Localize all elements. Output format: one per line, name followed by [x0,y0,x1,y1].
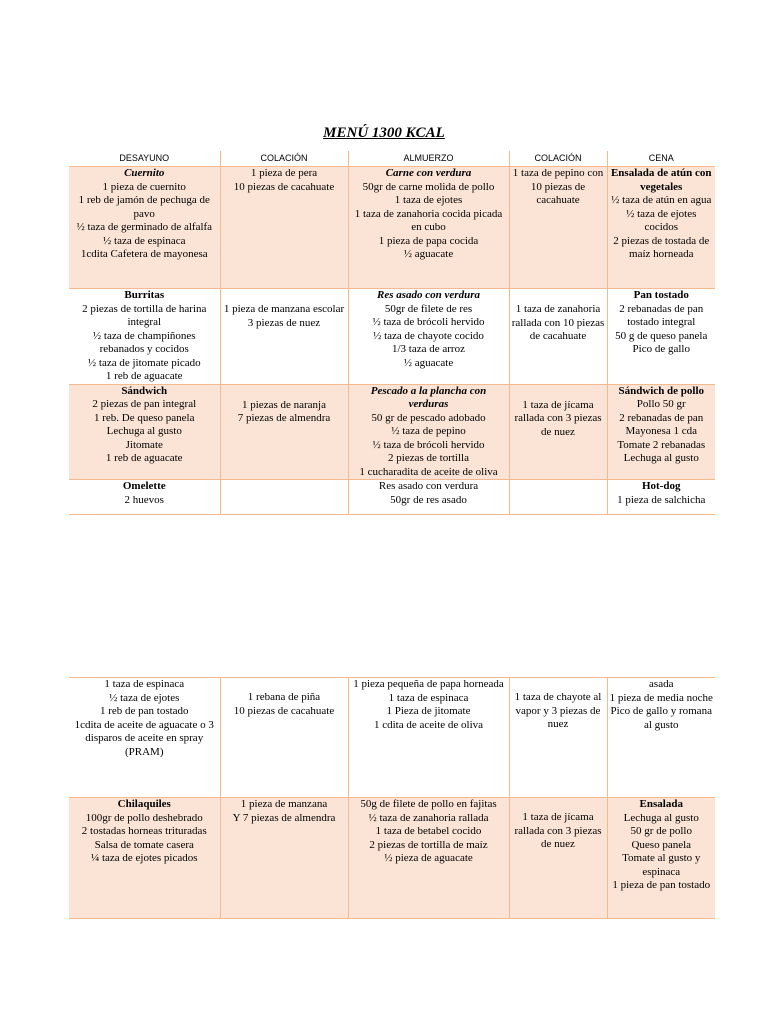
meal-title: Sándwich [121,384,168,397]
meal-line: Y 7 piezas de almendra [232,811,336,824]
meal-line: 1 reb. De queso panela [94,411,195,424]
header-desayuno: DESAYUNO [69,151,220,167]
meal-line: 50 gr de pescado adobado [371,411,486,424]
meal-line: ½ aguacate [403,356,454,369]
meal-line: 1 rebana de piña [247,691,321,703]
meal-title: Pan tostado [633,289,689,301]
meal-line: 2 piezas de tortilla de maíz [369,838,488,851]
meal-line: 10 piezas de cacahuate [233,704,335,717]
meal-line: 1 pieza de cuernito [102,180,186,193]
header-row [69,151,715,167]
meal-line: 1 pieza de pan tostado [612,879,711,891]
meal-line: ½ taza de chayote cocido [373,329,484,342]
meal-line: 1 pieza de manzana [240,798,328,810]
meal-title: Res asado con verdura [377,289,480,301]
table-row [69,678,715,798]
meal-title: Hot-dog [642,480,681,492]
cell-almuerzo [348,384,509,480]
cell-almuerzo [348,480,509,515]
meal-line: Pollo 50 gr [636,398,686,410]
meal-line: Lechuga al gusto [623,811,699,824]
menu-table-bottom [69,677,715,919]
meal-line: 1 taza de pepino con 10 piezas de cacahuate [512,167,604,206]
table-row [69,480,715,515]
cell-colacion-1 [220,678,348,798]
meal-line: 1 taza de jícama rallada con 3 piezas de nuez [514,398,602,438]
meal-line: ½ taza de germinado de alfalfa [76,221,213,233]
cell-almuerzo [348,167,509,289]
cell-cena [607,480,715,515]
meal-line: 1 pieza de papa cocida [378,234,479,247]
table-row [69,798,715,919]
meal-line: ½ taza de ejotes cocidos [626,207,697,233]
meal-line: 2 piezas de tortilla de harina integral [82,302,207,328]
header-colacion-2: COLACIÓN [509,151,607,167]
cell-colacion-1 [220,167,348,289]
meal-title: Pescado a la plancha con verduras [370,384,487,410]
menu-table-top [69,151,715,515]
cell-colacion-2 [509,384,607,480]
meal-line: 2 piezas de pan integral [92,398,197,410]
cell-almuerzo [348,798,509,919]
meal-line: 1 reb de jamón de pechuga de pavo [78,194,210,220]
meal-line: 2 rebanadas de pan tostado integral [619,302,704,328]
cell-colacion-1 [220,384,348,480]
meal-line: 2 huevos [124,493,164,506]
meal-line: 50gr de res asado [390,493,467,506]
meal-line: 50 g de queso panela [615,329,708,342]
meal-line: 1 reb de aguacate [105,370,183,382]
meal-line: ½ pieza de aguacate [384,852,473,864]
meal-line: 1 cucharadita de aceite de oliva [359,465,498,478]
cell-almuerzo [348,678,509,798]
meal-line: 50g de filete de pollo en fajitas [360,798,497,810]
meal-line: 1 pieza de manzana escolar [223,303,345,315]
table-row [69,289,715,385]
meal-line: 1 pieza de pera [250,167,318,179]
meal-line: 1cdita Cafetera de mayonesa [80,248,208,260]
table-row [69,167,715,289]
meal-title: Burritas [124,289,165,301]
cell-colacion-2 [509,167,607,289]
meal-line: 1 taza de betabel cocido [375,825,482,837]
meal-line: ½ taza de champiñones rebanados y cocidos [92,329,196,355]
meal-line: ½ taza de zanahoria rallada [368,811,489,824]
meal-line: Tomate al gusto y espinaca [622,852,701,878]
cell-colacion-2 [509,678,607,798]
meal-line: Jitomate [125,438,163,451]
header-cena: CENA [607,151,715,167]
meal-line: ¼ taza de ejotes picados [90,852,198,864]
cell-colacion-1 [220,480,348,515]
meal-line: 1 taza de jícama rallada con 3 piezas de nuez [514,811,602,850]
meal-line: Res asado con verdura [378,480,479,492]
cell-desayuno [69,167,220,289]
meal-line: ½ taza de jitomate picado [87,356,201,369]
meal-line: 2 piezas de tostada de maíz horneada [613,234,710,260]
meal-line: Tomate 2 rebanadas [617,438,706,451]
page-title: MENÚ 1300 KCAL [323,125,445,141]
meal-line: 50 gr de pollo [630,825,692,837]
cell-desayuno [69,678,220,798]
meal-line: 50gr de carne molida de pollo [362,180,495,193]
cell-colacion-2 [509,798,607,919]
meal-line: Mayonesa 1 cda [625,425,697,437]
meal-line: ½ taza de atún en agua [611,194,712,206]
meal-line: 1/3 taza de arroz [392,343,465,355]
cell-desayuno [69,384,220,480]
meal-line: asada [649,678,674,690]
meal-line: 1 taza de zanahoria cocida picada en cubo [354,207,503,233]
meal-line: 1 cdita de aceite de oliva [373,718,484,731]
cell-colacion-1 [220,798,348,919]
meal-line: ½ taza de brócoli hervido [372,316,485,328]
meal-line: 2 piezas de tortilla [388,452,469,464]
meal-line: 10 piezas de cacahuate [233,180,335,193]
cell-almuerzo [348,289,509,385]
meal-line: 100gr de pollo deshebrado [85,811,203,824]
cell-colacion-2 [509,289,607,385]
cell-cena [607,678,715,798]
cell-cena [607,798,715,919]
meal-line: Queso panela [631,838,692,851]
meal-title: Ensalada [639,798,683,810]
meal-line: 1 reb de pan tostado [99,705,189,717]
meal-line: 1 piezas de naranja [242,398,326,411]
meal-title: Sándwich de pollo [618,384,705,397]
meal-title: Chilaquiles [117,798,171,810]
meal-line: 1 taza de chayote al vapor y 3 piezas de nuez [514,691,602,730]
meal-line: 1 pieza de media noche [609,691,713,704]
cell-cena [607,289,715,385]
cell-colacion-2 [509,480,607,515]
cell-cena [607,167,715,289]
meal-line: 50gr de filete de res [384,302,473,315]
meal-title: Cuernito [124,167,165,179]
meal-line: 1 taza de zanahoria rallada con 10 piezas de cacahuate [511,303,605,342]
cell-cena [607,384,715,480]
meal-line: Lechuga al gusto [106,425,182,437]
meal-title: Omelette [122,480,166,492]
meal-title: Carne con verdura [385,167,472,179]
cell-desayuno [69,798,220,919]
header-colacion-1: COLACIÓN [220,151,348,167]
table-row [69,384,715,480]
meal-line: 1 Pieza de jitomate [386,705,471,717]
meal-line: 2 rebanadas de pan [619,411,704,424]
meal-line: 1cdita de aceite de aguacate o 3 disparos de aceite en spray (PRAM) [74,718,214,758]
header-almuerzo: ALMUERZO [348,151,509,167]
meal-line: 1 taza de espinaca [104,678,185,690]
meal-line: ½ taza de brócoli hervido [372,438,485,451]
meal-line: Pico de gallo y romana al gusto [610,705,712,731]
meal-line: 1 reb de aguacate [105,452,183,464]
meal-line: 3 piezas de nuez [247,316,321,329]
meal-line: Lechuga al gusto [623,452,699,464]
meal-line: ½ aguacate [403,248,454,260]
meal-title: Ensalada de atún con vegetales [610,167,712,193]
meal-line: 2 tostadas horneas trituradas [81,825,207,837]
meal-line: 1 pieza de salchicha [617,493,706,506]
meal-line: 7 piezas de almendra [237,412,331,424]
cell-desayuno [69,480,220,515]
meal-line: ½ taza de espinaca [103,234,186,247]
cell-desayuno [69,289,220,385]
meal-line: ½ taza de pepino [391,425,466,437]
meal-line: 1 taza de espinaca [388,691,469,704]
meal-line: Pico de gallo [632,343,690,355]
meal-line: Salsa de tomate casera [94,838,194,851]
cell-colacion-1 [220,289,348,385]
meal-line: ½ taza de ejotes [109,691,180,704]
meal-line: 1 pieza pequeña de papa horneada [353,678,504,690]
meal-line: 1 taza de ejotes [394,194,463,206]
